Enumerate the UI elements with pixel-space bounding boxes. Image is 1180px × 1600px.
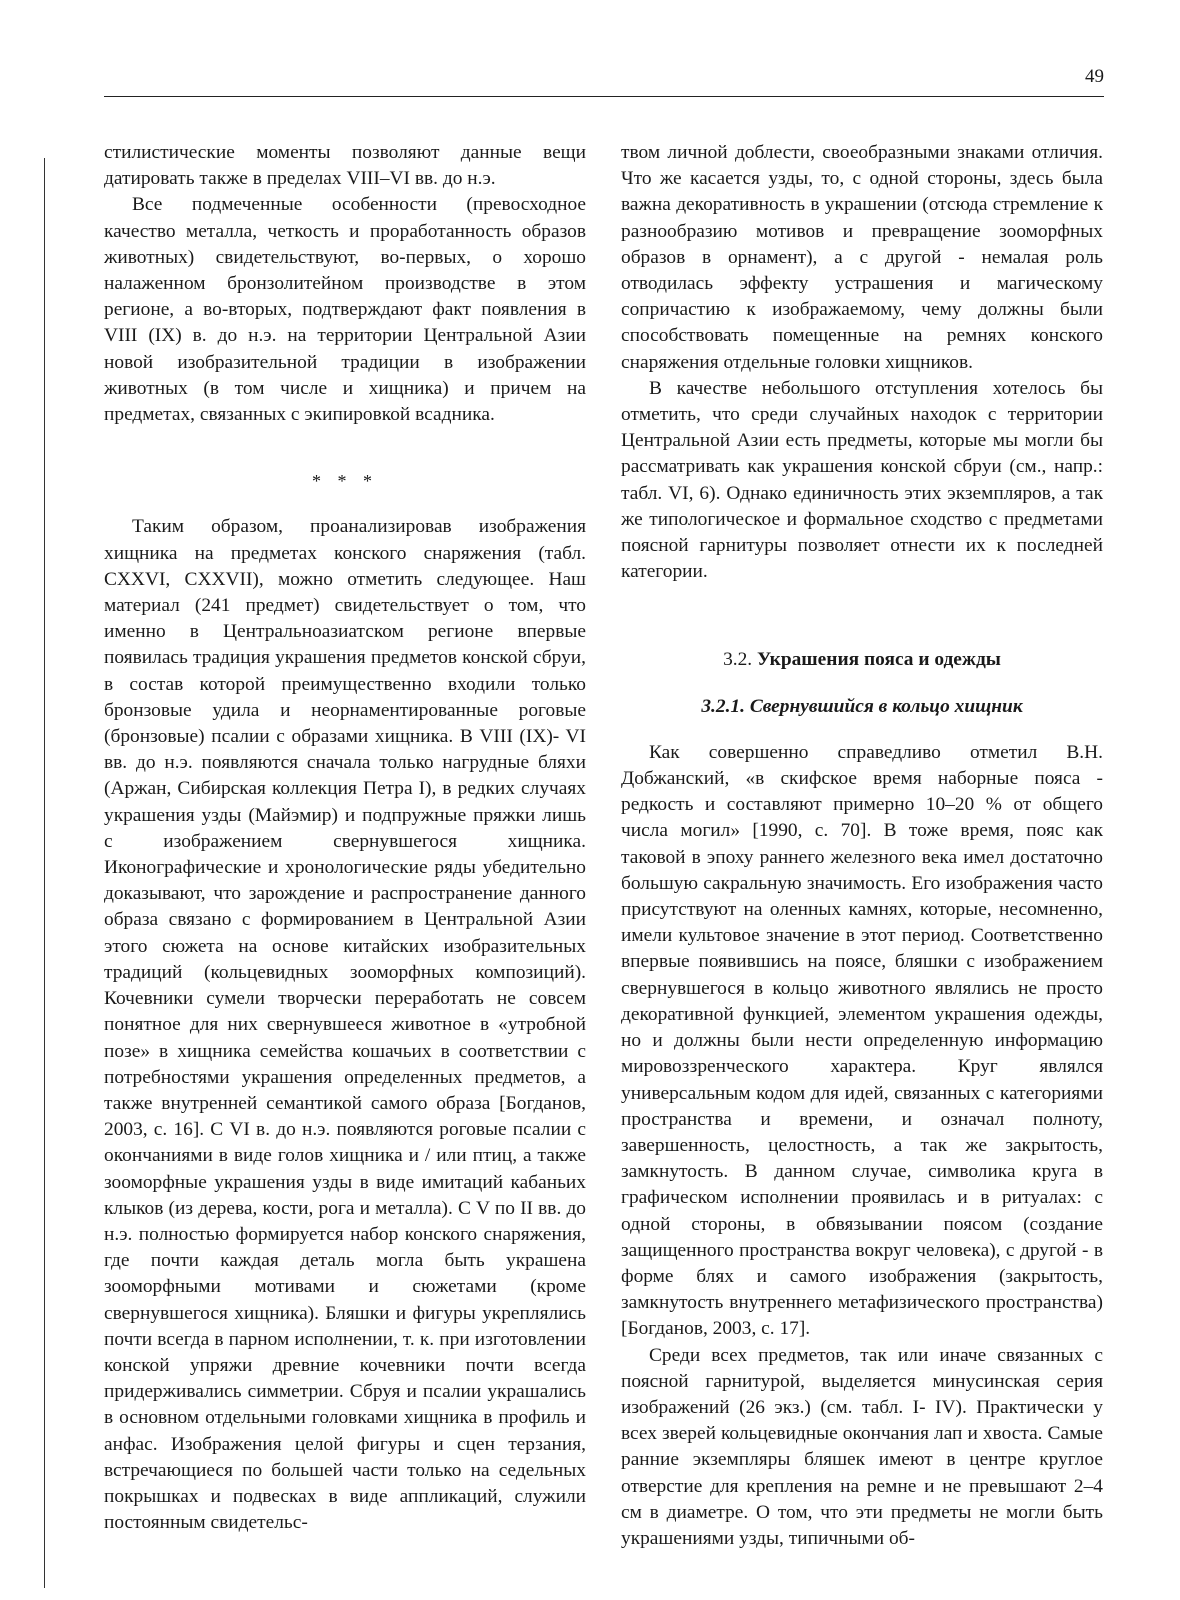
header-rule xyxy=(104,96,1104,97)
margin-line xyxy=(44,158,45,1588)
right-paragraph-1: твом личной доблести, своеобразными знаками отличия. Что же касается узды, то, с одной стороны, здесь была важна декоративность в украшении (отсюда стремление к разнообразию мотивов и превращение зооморфных образов в орнамент), а с другой - немалая роль отводилась эффекту устрашения и магическому сопричастию к изображаемому, чему должны были способствовать помещенные на ремнях конского снаряжения отдельные головки хищников. xyxy=(621,142,1103,373)
right-column xyxy=(621,140,1103,1552)
section-separator: * * * xyxy=(312,471,378,492)
left-paragraph-3: Таким образом, проанализировав изображения хищника на предметах конского снаряжения (табл. CXXVI, CXXVII), можно отметить следующее. Наш материал (241 предмет) свидетельствует о том, что именно в Центральноазиатском регионе впервые появилась традиция украшения предметов конской сбруи, в состав которой преимущественно входили только бронзовые удила и неорнаментированные роговые (бронзовые) псалии с образами хищника. В VIII (IX)- VI вв. до н.э. появляются сначала только нагрудные бляхи (Аржан, Сибирская коллекция Петра I), в редких случаях украшения узды (Майэмир) и подпружные пряжки лишь с изображением свернувшегося хищника. Иконографические и хронологические ряды убедительно доказывают, что зарождение и распространение данного образа связано с формированием в Центральной Азии этого сюжета на основе китайских изобразительных традиций (кольцевидных зооморфных композиций). Кочевники сумели творчески переработать не совсем понятное для них свернувшееся животное в «утробной позе» в хищника семейства кошачьих в соответствии с потребностями украшения определенных предметов, а также внутренней семантикой самого образа [Богданов, 2003, с. 16]. С VI в. до н.э. появляются роговые псалии с окончаниями в виде голов хищника и / или птиц, а также зооморфные украшения узды в виде имитаций кабаньих клыков (из дерева, кости, рога и металла). С V по II вв. до н.э. полностью формируется набор конского снаряжения, где почти каждая деталь могла быть украшена зооморфными мотивами и сюжетами (кроме свернувшегося хищника). Бляшки и фигуры укреплялись почти всегда в парном исполнении, т. к. при изготовлении конской упряжи древние кочевники почти всегда придерживались симметрии. Сбруя и псалии украшались в основном отдельными головками хищника в профиль и анфас. Изображения целой фигуры и сцен терзания, встречающиеся по большей части только на седельных покрышках и подвесках в виде аппликаций, служили постоянным свидетельс- xyxy=(104,516,586,1534)
page-number: 49 xyxy=(1085,66,1104,87)
section-title: Украшения пояса и одежды xyxy=(757,649,1001,671)
section-heading xyxy=(621,647,1103,673)
section-number: 3.2. xyxy=(723,649,753,671)
left-paragraph-1: стилистические моменты позволяют данные вещи датировать также в пределах VIII–VI вв. до н.э. xyxy=(104,142,586,190)
left-column xyxy=(104,140,586,1536)
left-paragraph-2: Все подмеченные особенности (превосходное качество металла, четкость и проработанность образов животных) свидетельствуют, во-первых, о хорошо налаженном бронзолитейном производстве в этом регионе, а во-вторых, подтверждают факт появления в VIII (IX) в. до н.э. на территории Центральной Азии новой изобразительной традиции в изображении животных (в том числе и хищника) и причем на предметах, связанных с экипировкой всадника. xyxy=(104,194,586,426)
right-paragraph-4: Среди всех предметов, так или иначе связанных с поясной гарнитурой, выделяется минусинская серия изображений (26 экз.) (см. табл. I- IV). Практически у всех зверей кольцевидные окончания лап и хвоста. Самые ранние экземпляры бляшек имеют в центре круглое отверстие для крепления на ремне и не превышают 2–4 см в диаметре. О том, что эти предметы не могли быть украшениями узды, типичными об- xyxy=(621,1344,1103,1549)
right-paragraph-2: В качестве небольшого отступления хотелось бы отметить, что среди случайных находок с территории Центральной Азии есть предметы, которые мы могли бы рассматривать как украшения конской сбруи (см., напр.: табл. VI, 6). Однако единичность этих экземпляров, а так же типологическое и формальное сходство с предметами поясной гарнитуры позволяет отнести их к последней категории. xyxy=(621,377,1103,583)
subsection-heading: 3.2.1. Свернувшийся в кольцо хищник xyxy=(701,695,1023,717)
right-paragraph-3: Как совершенно справедливо отметил В.Н. Добжанский, «в скифское время наборные пояса - редкость и составляют примерно 10–20 % от общего числа могил» [1990, с. 70]. В тоже время, пояс как таковой в эпоху раннего железного века имел достаточно большую сакральную значимость. Его изображения часто присутствуют на оленных камнях, которые, несомненно, имели культовое значение в этот период. Соответственно впервые появившись на поясе, бляшки с изображением свернувшегося в кольцо животного являлись не просто декоративной функцией, элементом украшения одежды, но и должны были нести определенную информацию мировоззренческого характера. Круг являлся универсальным кодом для идей, связанных с категориями пространства и времени, и означал полноту, завершенность, целостность, а так же закрытость, замкнутость. В данном случае, символика круга в графическом исполнении проявилась и в ритуалах: с одной стороны, в обвязывании поясом (создание защищенного пространства вокруг человека), с другой - в форме блях и самого изображения (закрытость, замкнутость внутреннего метафизического пространства) [Богданов, 2003, с. 17]. xyxy=(621,741,1103,1340)
